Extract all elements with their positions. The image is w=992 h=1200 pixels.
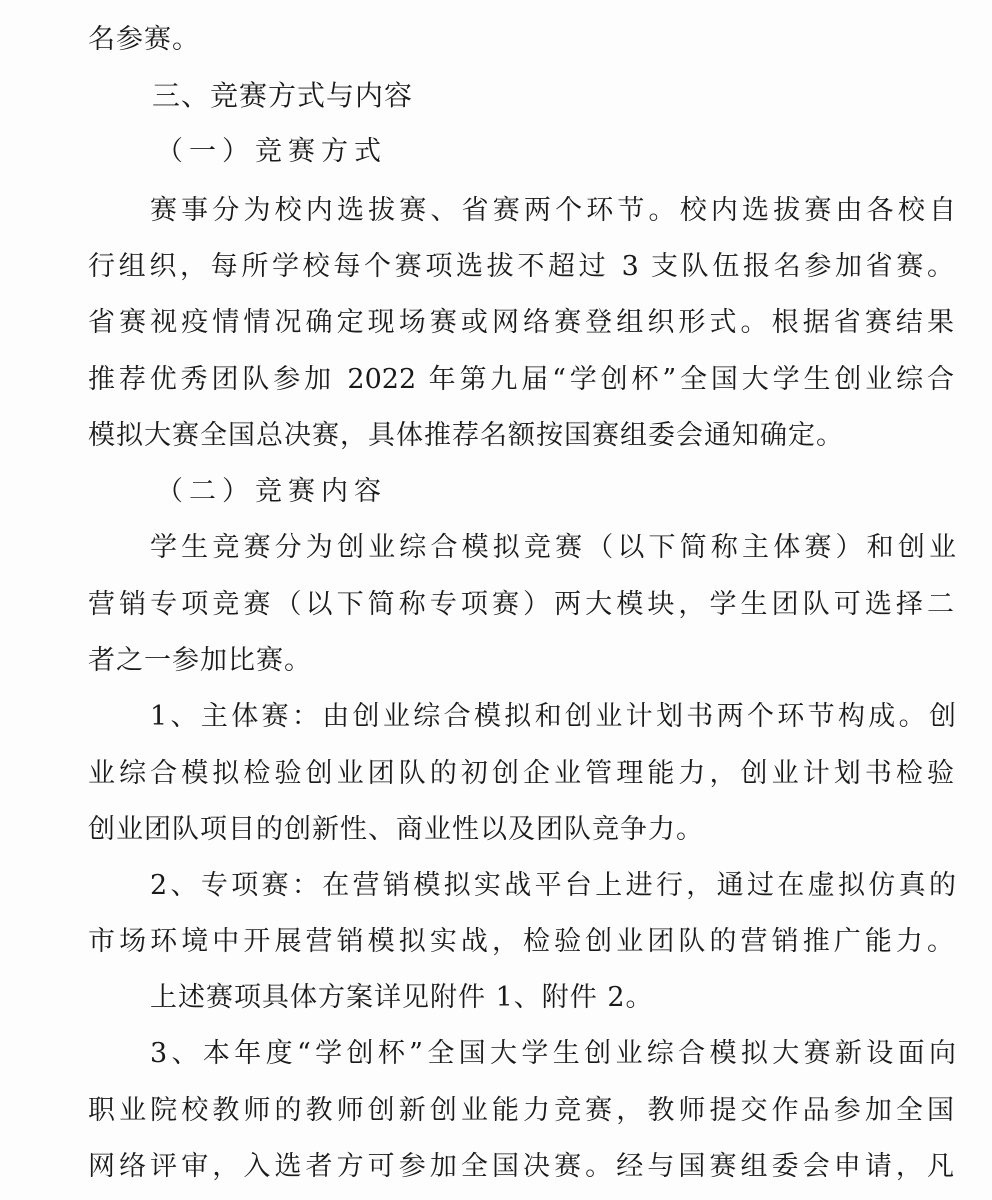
text-line: 2、专项赛：在营销模拟实战平台上进行，通过在虚拟仿真的 <box>150 870 956 901</box>
text-line: 赛事分为校内选拔赛、省赛两个环节。校内选拔赛由各校自 <box>150 195 956 226</box>
section-heading: 三、竞赛方式与内容 <box>152 79 414 112</box>
text-line: 上述赛项具体方案详见附件 1、附件 2。 <box>150 982 654 1013</box>
text-line: 名参赛。 <box>88 24 200 55</box>
text-line: 网络评审，入选者方可参加全国决赛。经与国赛组委会申请，凡 <box>88 1151 954 1182</box>
text-line: 行组织，每所学校每个赛项选拔不超过 3 支队伍报名参加省赛。 <box>88 251 954 282</box>
text-line: 推荐优秀团队参加 2022 年第九届“学创杯”全国大学生创业综合 <box>88 364 954 395</box>
text-line: 学生竞赛分为创业综合模拟竞赛（以下简称主体赛）和创业 <box>150 532 956 563</box>
text-line: 模拟大赛全国总决赛，具体推荐名额按国赛组委会通知确定。 <box>88 420 844 451</box>
text-line: 职业院校教师的教师创新创业能力竞赛，教师提交作品参加全国 <box>88 1095 954 1126</box>
text-line: 业综合模拟检验创业团队的初创企业管理能力，创业计划书检验 <box>88 758 954 789</box>
text-line: 1、主体赛：由创业综合模拟和创业计划书两个环节构成。创 <box>150 701 956 732</box>
text-line: 创业团队项目的创新性、商业性以及团队竞争力。 <box>88 814 704 845</box>
text-line: 市场环境中开展营销模拟实战，检验创业团队的营销推广能力。 <box>88 926 954 957</box>
text-line: 者之一参加比赛。 <box>88 645 312 676</box>
subsection-heading: （一）竞赛方式 <box>156 136 387 167</box>
text-line: 营销专项竞赛（以下简称专项赛）两大模块，学生团队可选择二 <box>88 589 954 620</box>
text-line: 省赛视疫情情况确定现场赛或网络赛登组织形式。根据省赛结果 <box>88 307 954 338</box>
subsection-heading: （二）竞赛内容 <box>156 476 387 507</box>
text-line: 3、本年度“学创杯”全国大学生创业综合模拟大赛新设面向 <box>150 1038 956 1069</box>
